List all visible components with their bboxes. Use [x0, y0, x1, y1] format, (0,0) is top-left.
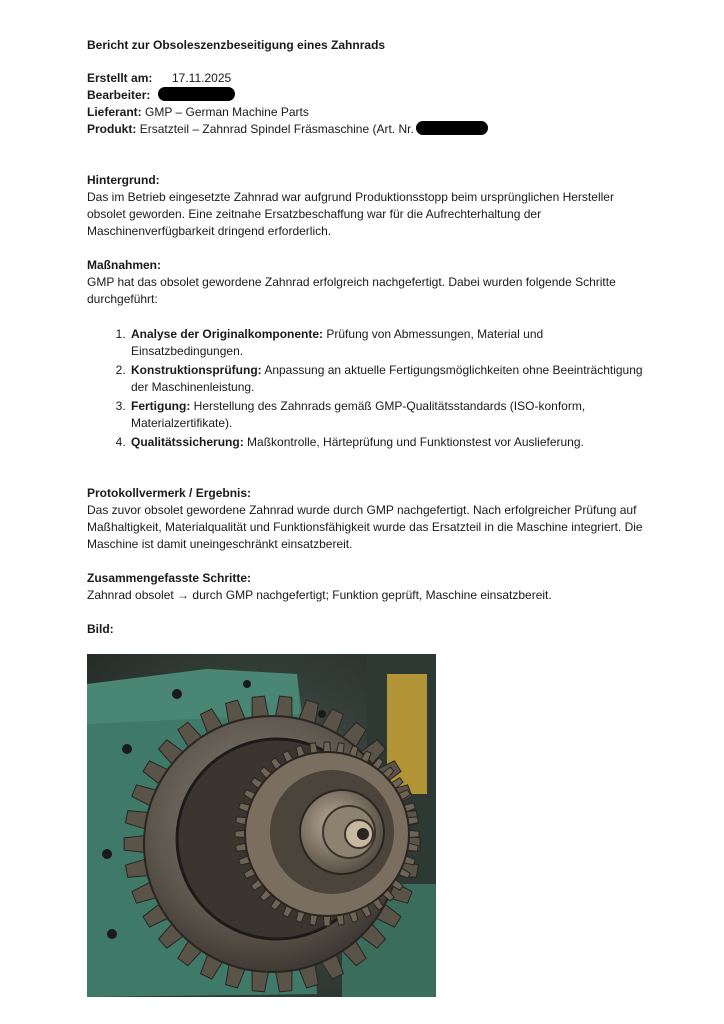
product-value: Ersatzteil – Zahnrad Spindel Fräsmaschine (Art. Nr. [139, 122, 414, 136]
summary-text: Zahnrad obsolet → durch GMP nachgefertigt; Funktion geprüft, Maschine einsatzbereit. [87, 588, 552, 602]
meta-supplier [87, 104, 647, 121]
background-heading: Hintergrund: [87, 173, 160, 187]
result-text: Das zuvor obsolet gewordene Zahnrad wurde durch GMP nachgefertigt. Nach erfolgreicher Prüfung auf Maßhaltigkeit, Materialqualität und Funktionsfähigkeit wurde das Ersatzteil in die Maschine integriert. Die Maschine ist damit uneingeschränkt einsatzbereit. [87, 503, 643, 551]
image-heading: Bild: [87, 622, 114, 636]
step-text: Prüfung von Abmessungen, Material und Einsatzbedingungen. [131, 327, 544, 358]
supplier-value: GMP – German Machine Parts [145, 105, 309, 119]
step-text: Herstellung des Zahnrads gemäß GMP-Qualitätsstandards (ISO-konform, Materialzertifikate). [131, 399, 586, 430]
summary-heading: Zusammengefasste Schritte: [87, 571, 252, 585]
product-label: Produkt: [87, 122, 137, 136]
list-item [129, 434, 647, 451]
step-title: Analyse der Originalkomponente: [131, 327, 324, 341]
list-item [129, 362, 647, 396]
meta-block [87, 70, 647, 138]
background-text: Das im Betrieb eingesetzte Zahnrad war aufgrund Produktionsstopp beim ursprünglichen Hersteller obsolet geworden. Eine zeitnahe Ersatzbeschaffung war für die Aufrechterhaltung der Maschinenverfügbarkeit dringend erforderlich. [87, 190, 614, 238]
step-title: Qualitätssicherung: [131, 435, 244, 449]
measures-list [87, 326, 647, 451]
list-item [129, 398, 647, 432]
step-title: Konstruktionsprüfung: [131, 363, 262, 377]
gear-photo [87, 654, 436, 997]
step-title: Fertigung: [131, 399, 191, 413]
meta-editor [87, 87, 647, 104]
list-item [129, 326, 647, 360]
supplier-label: Lieferant: [87, 105, 142, 119]
measures-heading: Maßnahmen: [87, 258, 162, 272]
measures-intro: GMP hat das obsolet gewordene Zahnrad erfolgreich nachgefertigt. Dabei wurden folgende Schritte durchgeführt: [87, 275, 616, 306]
step-text: Anpassung an aktuelle Fertigungsmöglichkeiten ohne Beeinträchtigung der Maschinenleistung. [131, 363, 643, 394]
report-page [87, 37, 647, 638]
meta-created [87, 70, 647, 87]
report-title: Bericht zur Obsoleszenzbeseitigung eines Zahnrads [87, 38, 386, 52]
editor-label: Bearbeiter: [87, 88, 151, 102]
created-value: 17.11.2025 [172, 71, 232, 85]
redaction-editor [158, 87, 235, 101]
step-text: Maßkontrolle, Härteprüfung und Funktionstest vor Auslieferung. [243, 435, 584, 449]
created-label: Erstellt am: [87, 71, 153, 85]
redaction-article-number [416, 121, 488, 135]
meta-product [87, 121, 647, 138]
result-heading: Protokollvermerk / Ergebnis: [87, 486, 252, 500]
